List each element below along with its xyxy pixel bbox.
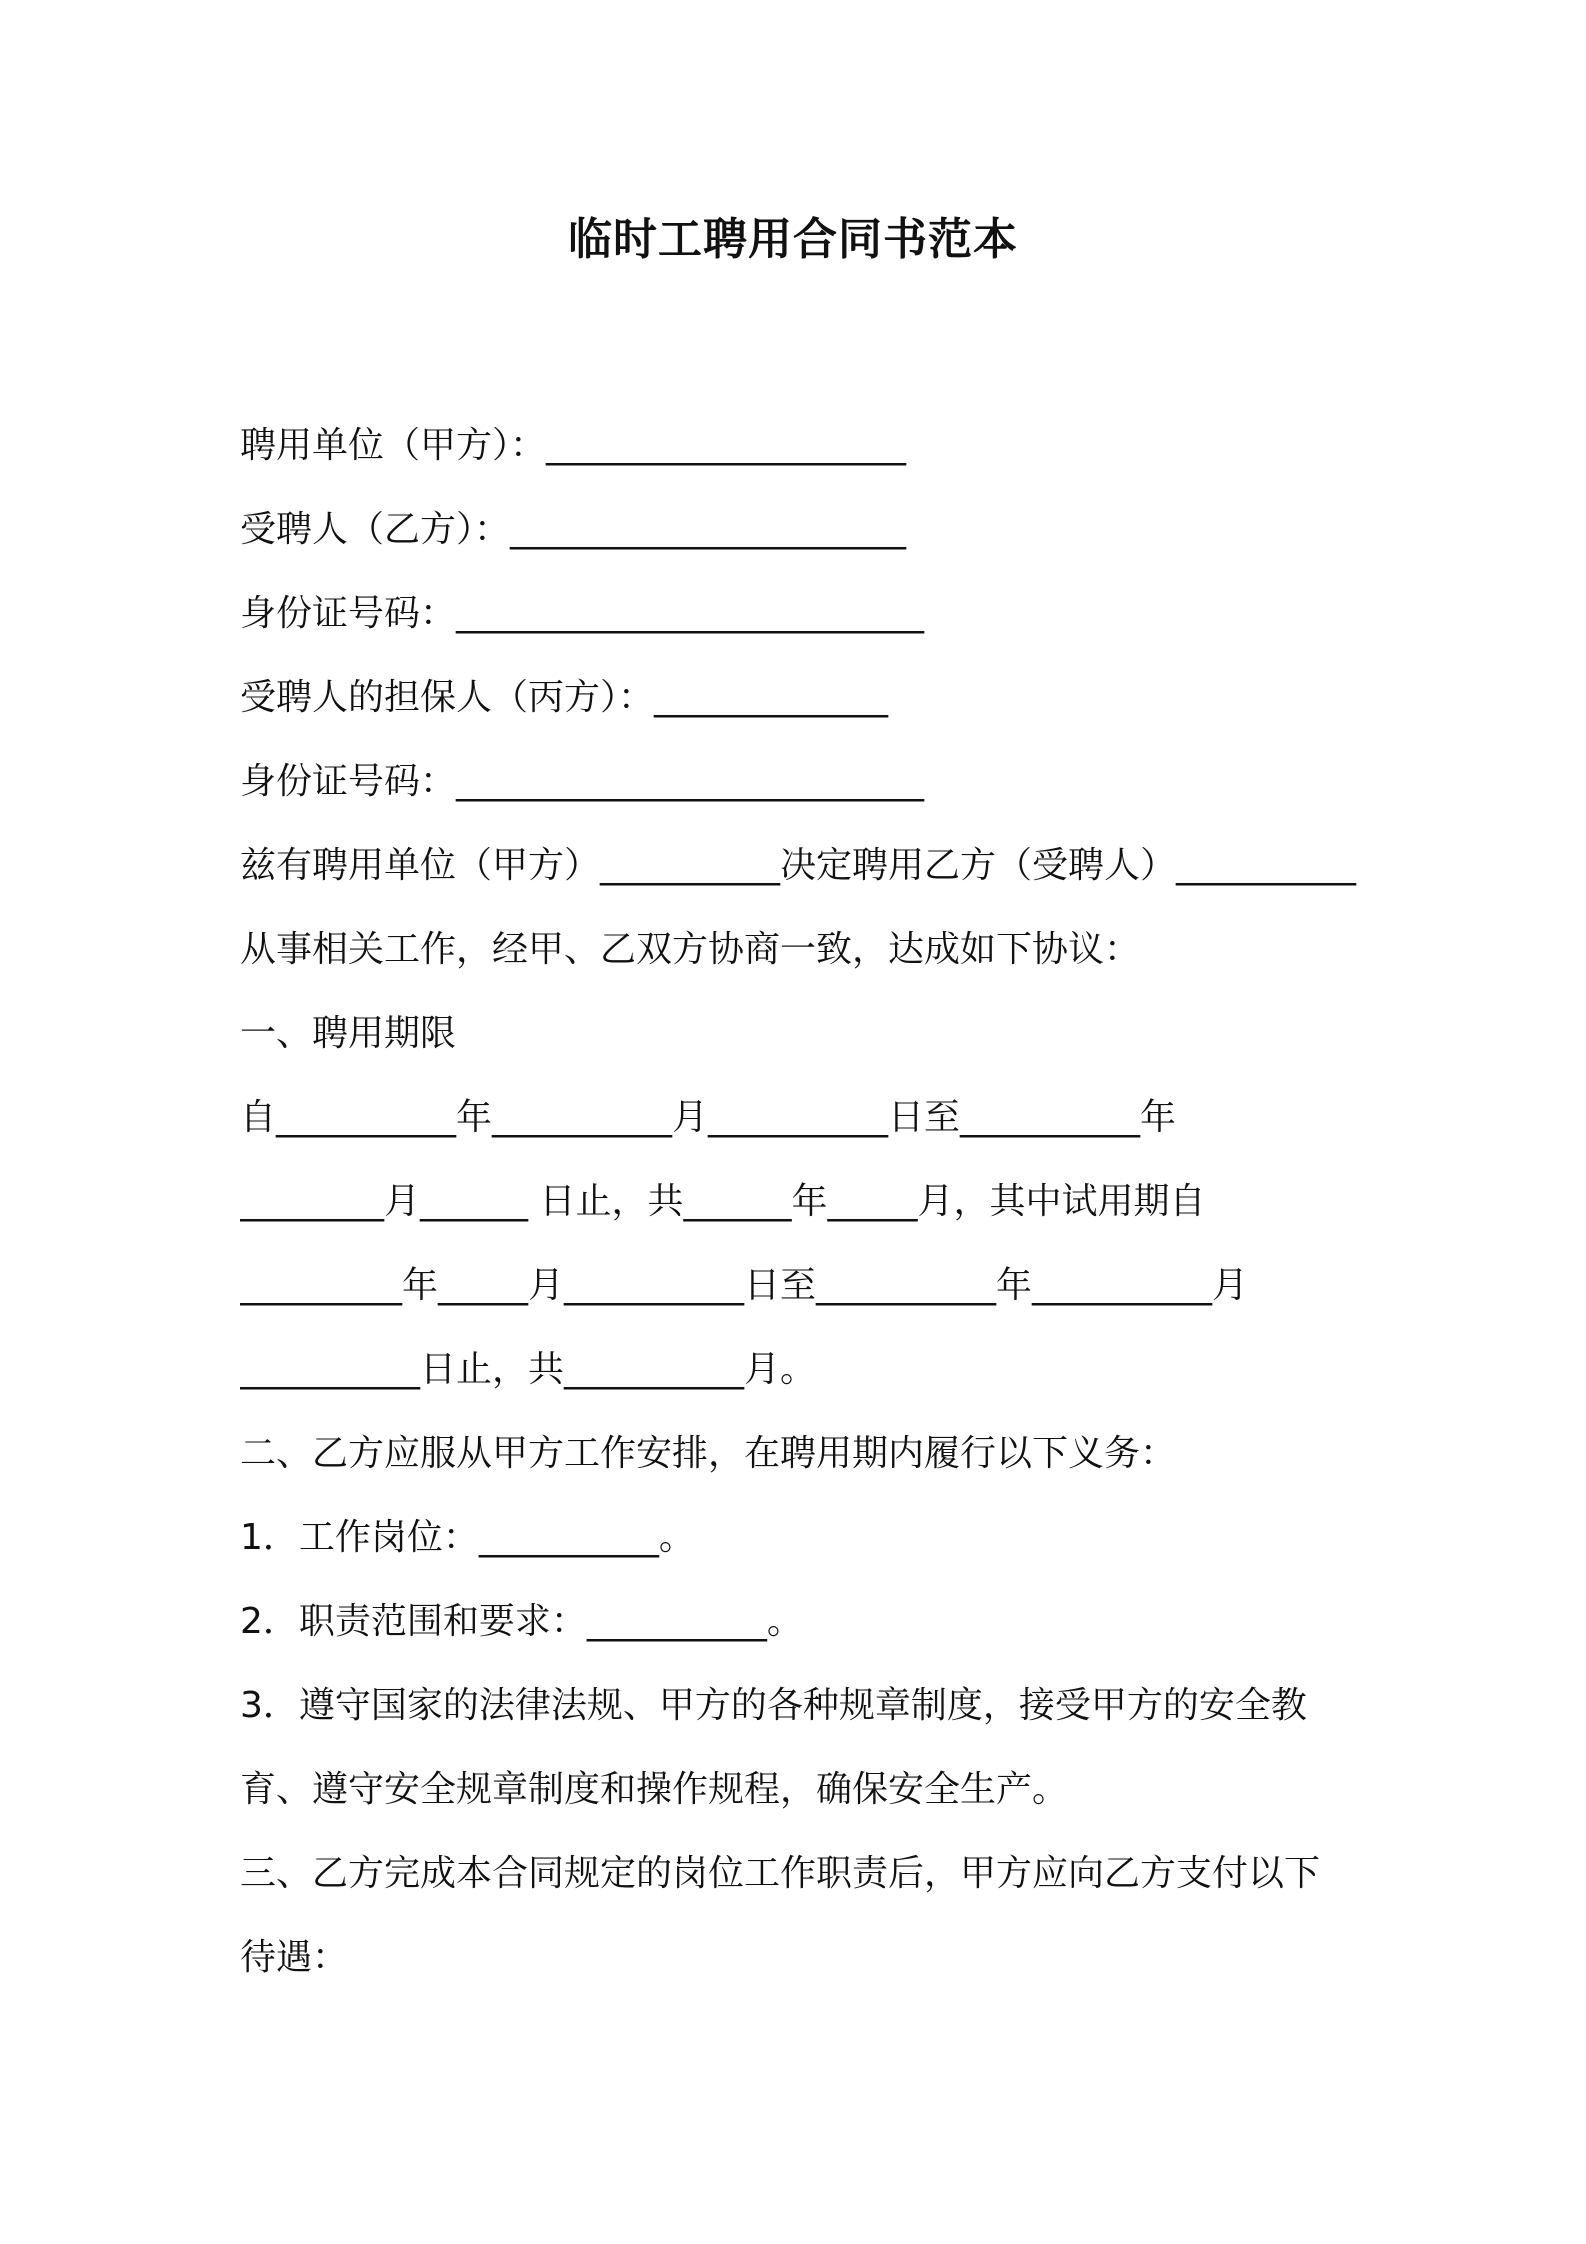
section-heading-pay-line-1: 三、乙方完成本合同规定的岗位工作职责后，甲方应向乙方支付以下 <box>240 1853 1321 1894</box>
employee-line: 受聘人（乙方）：______________________ <box>240 509 907 550</box>
preamble-line-2: 从事相关工作，经甲、乙双方协商一致，达成如下协议： <box>240 929 1141 970</box>
term-line-1: 自__________年__________月__________日至__________年 <box>240 1097 1176 1138</box>
employee-id-line: 身份证号码：__________________________ <box>240 593 925 634</box>
document-title: 临时工聘用合同书范本 <box>568 214 1018 265</box>
duty-item-1: 1．工作岗位：__________。 <box>240 1517 695 1558</box>
contract-body <box>240 404 1360 2000</box>
duty-item-2: 2．职责范围和要求：__________。 <box>240 1601 803 1642</box>
term-line-2: ________月______ 日止，共______年_____月，其中试用期自 <box>240 1181 1206 1222</box>
section-heading-pay-line-2: 待遇： <box>240 1937 349 1978</box>
term-line-4: __________日止，共__________月。 <box>240 1349 817 1390</box>
term-line-3: _________年_____月__________日至__________年__________月 <box>240 1265 1248 1306</box>
preamble-line-1: 兹有聘用单位（甲方）__________决定聘用乙方（受聘人）__________ <box>240 845 1357 886</box>
duty-item-3-line-2: 育、遵守安全规章制度和操作规程，确保安全生产。 <box>240 1769 1069 1810</box>
guarantor-id-line: 身份证号码：__________________________ <box>240 761 925 802</box>
guarantor-line: 受聘人的担保人（丙方）：_____________ <box>240 677 889 718</box>
employer-line: 聘用单位（甲方）：____________________ <box>240 425 907 466</box>
section-heading-term: 一、聘用期限 <box>240 1013 457 1054</box>
section-heading-duties: 二、乙方应服从甲方工作安排，在聘用期内履行以下义务： <box>240 1433 1177 1474</box>
duty-item-3-line-1: 3．遵守国家的法律法规、甲方的各种规章制度，接受甲方的安全教 <box>240 1685 1307 1726</box>
